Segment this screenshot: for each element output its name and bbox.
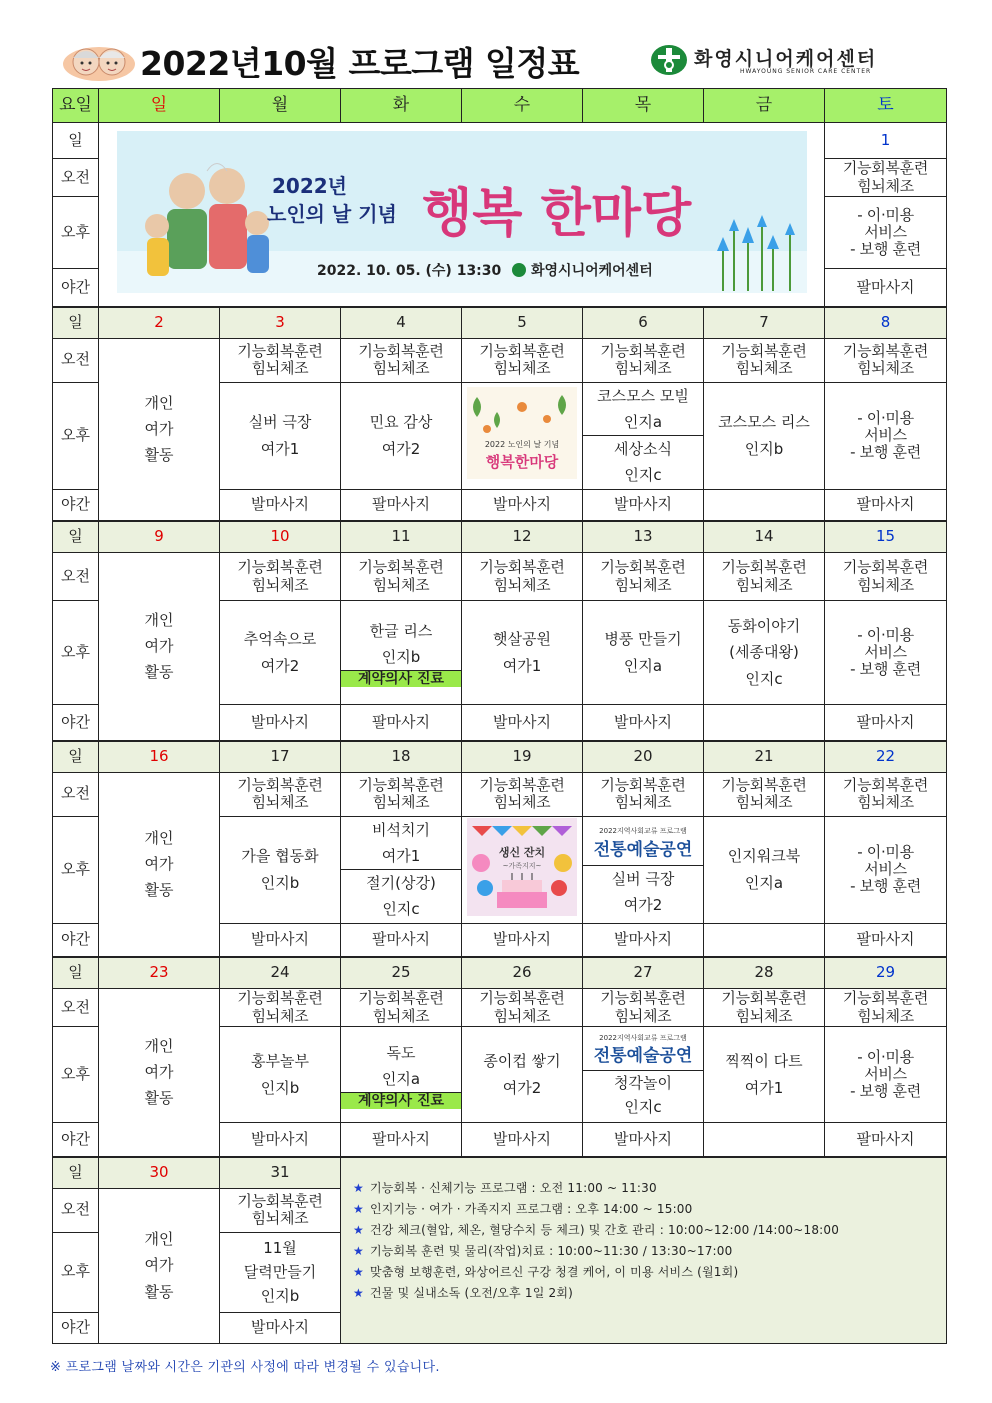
am-program: 기능회복훈련 힘뇌체조 xyxy=(462,338,583,382)
night-program: 팔마사지 xyxy=(341,705,462,741)
weekday-label: 요일 xyxy=(53,89,99,123)
banner-org: 화영시니어케어센터 xyxy=(530,263,653,280)
pm-program: 코스모스 모빌 인지a xyxy=(597,386,689,431)
night-program-empty xyxy=(704,705,825,741)
row-label-night: 야간 xyxy=(53,1312,99,1343)
week3-am-row xyxy=(53,772,947,816)
row-label-am: 오전 xyxy=(53,989,99,1027)
sat-pm-program: - 이·미용 서비스 - 보행 훈련 xyxy=(825,197,947,269)
pm-program: 절기(상강) 인지c xyxy=(341,869,461,923)
night-program: 발마사지 xyxy=(462,1123,583,1157)
date-cell: 6 xyxy=(583,307,704,339)
weekday-tue: 화 xyxy=(341,89,462,123)
row-label-am: 오전 xyxy=(53,159,99,197)
elderly-couple-logo xyxy=(62,42,136,82)
pm-program: 독도 인지a xyxy=(381,1043,421,1088)
poster-caption: 2022지역사회교류 프로그램 xyxy=(599,826,687,835)
banner-line1: 2022년 xyxy=(271,174,347,199)
star-icon: ★ xyxy=(353,1264,364,1279)
pm-program: 코스모스 리스 인지b xyxy=(704,382,825,489)
date-cell: 24 xyxy=(220,957,341,989)
footnote: ※ 프로그램 날짜와 시간은 기관의 사정에 따라 변경될 수 있습니다. xyxy=(50,1360,440,1375)
schedule-notes xyxy=(341,1157,947,1344)
week1-date-row xyxy=(53,307,947,339)
row-label-pm: 오후 xyxy=(53,816,99,923)
pm-program: 홍부놀부 인지b xyxy=(220,1027,341,1123)
am-program: 기능회복훈련 힘뇌체조 xyxy=(825,553,947,601)
date-1: 1 xyxy=(825,123,947,159)
weekday-thu: 목 xyxy=(583,89,704,123)
note-item xyxy=(353,1178,946,1199)
note-item xyxy=(353,1241,946,1262)
pm-program-image xyxy=(462,816,583,923)
row-label-pm: 오후 xyxy=(53,1232,99,1312)
star-icon: ★ xyxy=(353,1285,364,1300)
pm-program-split xyxy=(341,816,462,923)
star-icon: ★ xyxy=(353,1243,364,1258)
weekday-header-row xyxy=(53,89,947,123)
night-program: 팔마사지 xyxy=(825,705,947,741)
star-icon: ★ xyxy=(353,1201,364,1216)
pm-program-split xyxy=(341,1027,462,1123)
date-cell: 29 xyxy=(825,957,947,989)
date-cell: 8 xyxy=(825,307,947,339)
row-label-pm: 오후 xyxy=(53,601,99,705)
brand-emblem-icon xyxy=(650,44,688,76)
night-program: 발마사지 xyxy=(462,705,583,741)
sat-pm-program: - 이·미용 서비스 - 보행 훈련 xyxy=(825,382,947,489)
date-cell: 10 xyxy=(220,521,341,553)
night-program: 팔마사지 xyxy=(825,1123,947,1157)
poster-line1: 2022 노인의 날 기념 xyxy=(484,440,560,450)
row-label-day: 일 xyxy=(53,307,99,339)
poster-title: 전통예술공연 xyxy=(593,1046,693,1066)
note-text: 기능회복 · 신체기능 프로그램 : 오전 11:00 ~ 11:30 xyxy=(369,1180,657,1195)
banner-datetime: 2022. 10. 05. (수) 13:30 xyxy=(316,263,501,280)
am-program: 기능회복훈련 힘뇌체조 xyxy=(462,772,583,816)
date-cell: 5 xyxy=(462,307,583,339)
page-header xyxy=(52,38,945,88)
pm-program: 동화이야기 (세종대왕) 인지c xyxy=(704,601,825,705)
doctor-visit: 계약의사 진료 xyxy=(341,670,461,687)
note-text: 맞춤형 보행훈련, 와상어르신 구강 청결 케어, 이 미용 서비스 (월1회) xyxy=(369,1264,739,1279)
note-item xyxy=(353,1262,946,1283)
date-cell: 19 xyxy=(462,741,583,773)
am-program: 기능회복훈련 힘뇌체조 xyxy=(583,553,704,601)
date-cell: 13 xyxy=(583,521,704,553)
night-program-empty xyxy=(704,1123,825,1157)
note-text: 기능회복 훈련 및 물리(작업)치료 : 10:00~11:30 / 13:30~17:00 xyxy=(369,1243,733,1258)
night-program: 발마사지 xyxy=(583,1123,704,1157)
date-cell: 16 xyxy=(99,741,220,773)
sat-pm-program: - 이·미용 서비스 - 보행 훈련 xyxy=(825,816,947,923)
brand-logo xyxy=(650,42,940,82)
pm-program-image xyxy=(583,1030,703,1070)
sunday-leisure: 개인 여가 활동 xyxy=(99,1188,220,1343)
date-cell: 3 xyxy=(220,307,341,339)
week0-date-row xyxy=(53,123,947,159)
row-label-am: 오전 xyxy=(53,553,99,601)
night-program: 팔마사지 xyxy=(341,489,462,521)
pm-program: 청각놀이 인지c xyxy=(583,1070,703,1119)
row-label-pm: 오후 xyxy=(53,1027,99,1123)
note-item xyxy=(353,1283,946,1304)
night-program: 팔마사지 xyxy=(825,923,947,957)
weekday-sat: 토 xyxy=(825,89,947,123)
am-program: 기능회복훈련 힘뇌체조 xyxy=(825,989,947,1027)
weekday-mon: 월 xyxy=(220,89,341,123)
date-cell: 20 xyxy=(583,741,704,773)
pm-program: 비석치기 여가1 xyxy=(372,820,430,865)
sunday-leisure: 개인 여가 활동 xyxy=(99,553,220,741)
row-label-day: 일 xyxy=(53,123,99,159)
row-label-night: 야간 xyxy=(53,923,99,957)
date-cell: 18 xyxy=(341,741,462,773)
pm-program: 병풍 만들기 인지a xyxy=(583,601,704,705)
traditional-performance-poster-image xyxy=(584,1030,702,1070)
night-program-empty xyxy=(704,923,825,957)
row-label-day: 일 xyxy=(53,521,99,553)
am-program: 기능회복훈련 힘뇌체조 xyxy=(583,338,704,382)
night-program: 발마사지 xyxy=(583,923,704,957)
am-program: 기능회복훈련 힘뇌체조 xyxy=(583,989,704,1027)
week2-am-row xyxy=(53,553,947,601)
weekday-wed: 수 xyxy=(462,89,583,123)
star-icon: ★ xyxy=(353,1222,364,1237)
am-program: 기능회복훈련 힘뇌체조 xyxy=(704,338,825,382)
senior-day-poster-image xyxy=(467,387,577,479)
am-program: 기능회복훈련 힘뇌체조 xyxy=(341,338,462,382)
pm-program: 종이컵 쌓기 여가2 xyxy=(462,1027,583,1123)
row-label-am: 오전 xyxy=(53,772,99,816)
date-cell: 22 xyxy=(825,741,947,773)
night-program: 발마사지 xyxy=(462,489,583,521)
date-cell: 15 xyxy=(825,521,947,553)
am-program: 기능회복훈련 힘뇌체조 xyxy=(341,772,462,816)
week5-date-row xyxy=(53,1157,947,1189)
senior-day-banner-image xyxy=(117,131,807,293)
pm-program: 실버 극장 여가1 xyxy=(220,382,341,489)
weekday-sun: 일 xyxy=(99,89,220,123)
night-program: 발마사지 xyxy=(220,489,341,521)
pm-program-image xyxy=(583,821,703,865)
sat-night-program: 팔마사지 xyxy=(825,269,947,307)
row-label-pm: 오후 xyxy=(53,197,99,269)
note-item xyxy=(353,1199,946,1220)
brand-name: 화영시니어케어센터 xyxy=(694,48,878,70)
am-program: 기능회복훈련 힘뇌체조 xyxy=(825,338,947,382)
date-cell: 23 xyxy=(99,957,220,989)
night-program: 발마사지 xyxy=(220,705,341,741)
date-cell: 12 xyxy=(462,521,583,553)
sunday-leisure: 개인 여가 활동 xyxy=(99,989,220,1157)
pm-program-split xyxy=(583,382,704,489)
poster-caption: 2022지역사회교류 프로그램 xyxy=(599,1034,687,1042)
night-program: 발마사지 xyxy=(462,923,583,957)
am-program: 기능회복훈련 힘뇌체조 xyxy=(341,553,462,601)
pm-program: 햇살공원 여가1 xyxy=(462,601,583,705)
pm-program: 한글 리스 인지b xyxy=(369,621,433,666)
pm-program-split xyxy=(341,601,462,705)
date-cell: 31 xyxy=(220,1157,341,1189)
week2-date-row xyxy=(53,521,947,553)
poster-subtitle: ~가족지지~ xyxy=(502,862,542,871)
row-label-night: 야간 xyxy=(53,1123,99,1157)
am-program: 기능회복훈련 힘뇌체조 xyxy=(220,1188,341,1232)
row-label-night: 야간 xyxy=(53,705,99,741)
row-label-day: 일 xyxy=(53,1157,99,1189)
am-program: 기능회복훈련 힘뇌체조 xyxy=(462,553,583,601)
pm-program: 실버 극장 여가2 xyxy=(583,865,703,919)
date-cell: 4 xyxy=(341,307,462,339)
am-program: 기능회복훈련 힘뇌체조 xyxy=(462,989,583,1027)
night-program: 팔마사지 xyxy=(341,923,462,957)
birthday-party-poster-image xyxy=(467,818,577,916)
am-program: 기능회복훈련 힘뇌체조 xyxy=(220,989,341,1027)
row-label-night: 야간 xyxy=(53,489,99,521)
am-program: 기능회복훈련 힘뇌체조 xyxy=(220,553,341,601)
pm-program: 찍찍이 다트 여가1 xyxy=(704,1027,825,1123)
page-title: 2022년10월 프로그램 일정표 xyxy=(140,44,580,83)
night-program-empty xyxy=(704,489,825,521)
night-program: 발마사지 xyxy=(220,923,341,957)
row-label-night: 야간 xyxy=(53,269,99,307)
brand-subtitle: HWAYOUNG SENIOR CARE CENTER xyxy=(740,68,872,75)
sunday-leisure: 개인 여가 활동 xyxy=(99,338,220,521)
week4-date-row xyxy=(53,957,947,989)
pm-program: 인지워크북 인지a xyxy=(704,816,825,923)
am-program: 기능회복훈련 힘뇌체조 xyxy=(704,553,825,601)
am-program: 기능회복훈련 힘뇌체조 xyxy=(341,989,462,1027)
date-cell: 28 xyxy=(704,957,825,989)
date-cell: 30 xyxy=(99,1157,220,1189)
date-cell: 14 xyxy=(704,521,825,553)
night-program: 발마사지 xyxy=(220,1312,341,1343)
note-text: 건물 및 실내소독 (오전/오후 1일 2회) xyxy=(369,1285,574,1300)
date-cell: 2 xyxy=(99,307,220,339)
date-cell: 21 xyxy=(704,741,825,773)
sat-pm-program: - 이·미용 서비스 - 보행 훈련 xyxy=(825,1027,947,1123)
poster-title: 전통예술공연 xyxy=(593,839,693,860)
night-program: 발마사지 xyxy=(583,489,704,521)
date-cell: 9 xyxy=(99,521,220,553)
am-program: 기능회복훈련 힘뇌체조 xyxy=(220,338,341,382)
sunday-leisure: 개인 여가 활동 xyxy=(99,772,220,957)
row-label-day: 일 xyxy=(53,741,99,773)
sat-am-program: 기능회복훈련 힘뇌체조 xyxy=(825,159,947,197)
am-program: 기능회복훈련 힘뇌체조 xyxy=(583,772,704,816)
program-calendar xyxy=(52,88,947,1344)
pm-program: 추억속으로 여가2 xyxy=(220,601,341,705)
note-item xyxy=(353,1220,946,1241)
week3-date-row xyxy=(53,741,947,773)
date-cell: 25 xyxy=(341,957,462,989)
date-cell: 7 xyxy=(704,307,825,339)
poster-title: 생신 잔치 xyxy=(498,846,546,860)
date-cell: 17 xyxy=(220,741,341,773)
pm-program-image xyxy=(462,382,583,489)
traditional-performance-poster-image xyxy=(584,821,702,865)
pm-program: 가을 협동화 인지b xyxy=(220,816,341,923)
night-program: 팔마사지 xyxy=(341,1123,462,1157)
pm-program-split xyxy=(583,816,704,923)
sat-pm-program: - 이·미용 서비스 - 보행 훈련 xyxy=(825,601,947,705)
pm-program: 세상소식 인지c xyxy=(583,435,703,489)
night-program: 발마사지 xyxy=(583,705,704,741)
note-text: 건강 체크(혈압, 체온, 혈당수치 등 체크) 및 간호 관리 : 10:00~12:00 /14:00~18:00 xyxy=(369,1222,840,1237)
am-program: 기능회복훈련 힘뇌체조 xyxy=(704,989,825,1027)
pm-program: 민요 감상 여가2 xyxy=(341,382,462,489)
am-program: 기능회복훈련 힘뇌체조 xyxy=(825,772,947,816)
row-label-am: 오전 xyxy=(53,1188,99,1232)
am-program: 기능회복훈련 힘뇌체조 xyxy=(220,772,341,816)
star-icon: ★ xyxy=(353,1180,364,1195)
date-cell: 26 xyxy=(462,957,583,989)
row-label-am: 오전 xyxy=(53,338,99,382)
poster-line2: 행복한마당 xyxy=(485,453,559,472)
week4-am-row xyxy=(53,989,947,1027)
night-program: 팔마사지 xyxy=(825,489,947,521)
date-cell: 27 xyxy=(583,957,704,989)
night-program: 발마사지 xyxy=(220,1123,341,1157)
banner-headline: 행복 한마당 xyxy=(421,183,691,245)
date-cell: 11 xyxy=(341,521,462,553)
event-banner xyxy=(99,123,825,307)
pm-program: 11월 달력만들기 인지b xyxy=(220,1232,341,1312)
doctor-visit: 계약의사 진료 xyxy=(341,1092,461,1109)
row-label-pm: 오후 xyxy=(53,382,99,489)
week1-am-row xyxy=(53,338,947,382)
weekday-fri: 금 xyxy=(704,89,825,123)
banner-line2: 노인의 날 기념 xyxy=(266,202,397,227)
row-label-day: 일 xyxy=(53,957,99,989)
pm-program-split xyxy=(583,1027,704,1123)
am-program: 기능회복훈련 힘뇌체조 xyxy=(704,772,825,816)
note-text: 인지기능 · 여가 · 가족지지 프로그램 : 오후 14:00 ~ 15:00 xyxy=(369,1201,693,1216)
